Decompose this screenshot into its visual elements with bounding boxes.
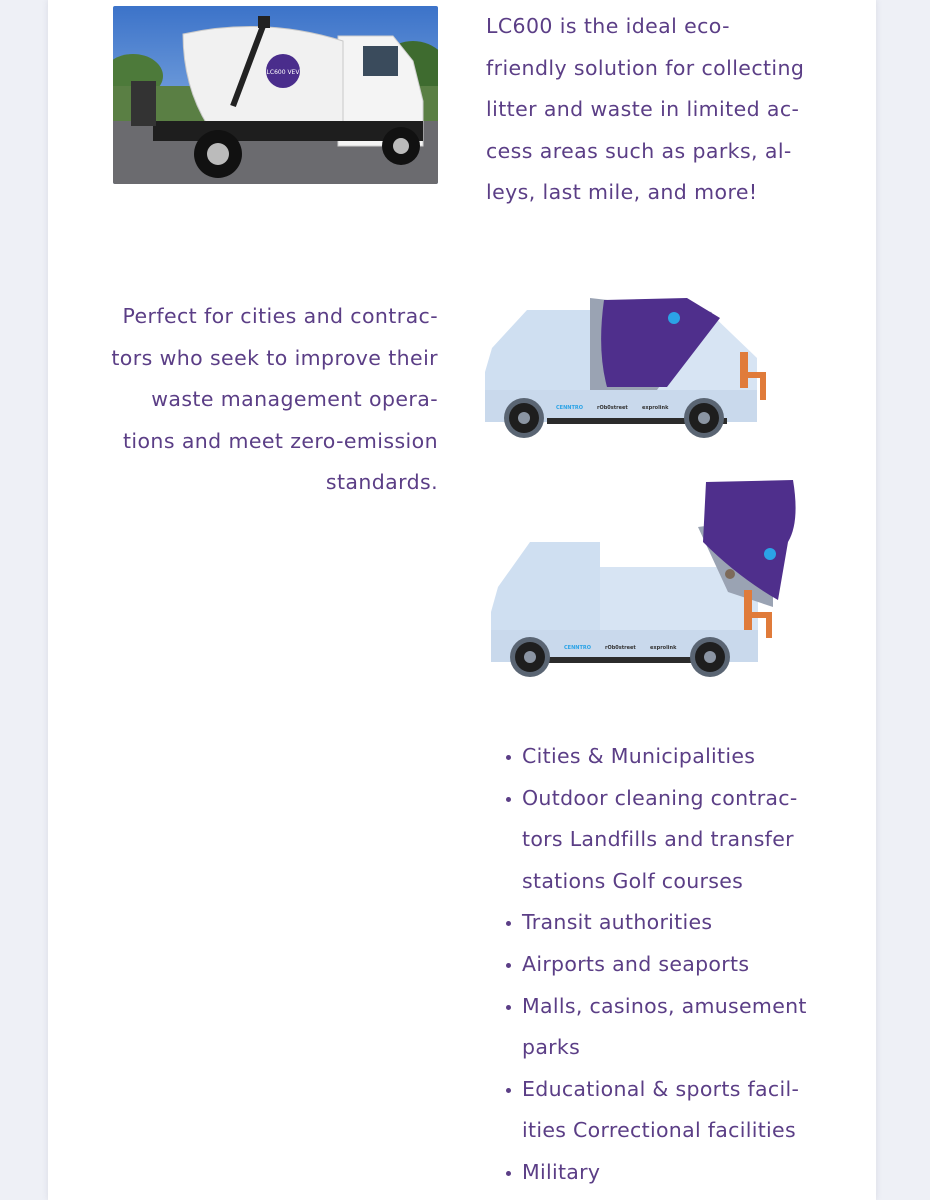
truck-diagram-2-graphic: [488, 472, 808, 692]
list-item: Outdoor cleaning contrac- tors Landfills and transfer stations Golf courses: [502, 778, 822, 903]
diagram-logo-exprolink: exprolink: [642, 405, 669, 411]
perfect-for-text: Perfect for cities and contrac- tors who seek to improve their waste management opera- tions and meet zero-emission standards.: [111, 304, 438, 494]
truck-diagram-1-graphic: [482, 290, 802, 450]
list-item: Educational & sports facil- ities Correctional facilities: [502, 1069, 822, 1152]
diagram2-logo-robostreet: rOb0street: [605, 645, 636, 651]
diagram-logo-robostreet: rOb0street: [597, 405, 628, 411]
bin-sensor-icon: [668, 312, 680, 324]
diagram2-logo-exprolink: exprolink: [650, 645, 677, 651]
raised-bin-sensor-icon: [764, 548, 776, 560]
truck-photo: [113, 6, 438, 184]
truck-photo-image: [113, 6, 438, 184]
truck-diagram-bin-raised: [488, 472, 808, 692]
list-item: Transit authorities: [502, 902, 822, 944]
photo-badge-text: LC600 VEV: [266, 69, 300, 76]
pivot-icon: [725, 569, 735, 579]
list-item: Military: [502, 1152, 822, 1194]
list-item: Airports and seaports: [502, 944, 822, 986]
content-page: [48, 0, 876, 1200]
truck-diagram-bin-lowered: [482, 290, 802, 450]
diagram2-logo-cenntro: CENNTRO: [564, 645, 591, 651]
diagram-logo-cenntro: CENNTRO: [556, 405, 583, 411]
target-audience-list: [502, 736, 822, 1194]
list-item: Cities & Municipalities: [502, 736, 822, 778]
list-item: Malls, casinos, amusement parks: [502, 986, 822, 1069]
intro-text: LC600 is the ideal eco- friendly solution for collecting litter and waste in limited ac- cess areas such as parks, al- leys, last mile, and more!: [486, 14, 805, 204]
